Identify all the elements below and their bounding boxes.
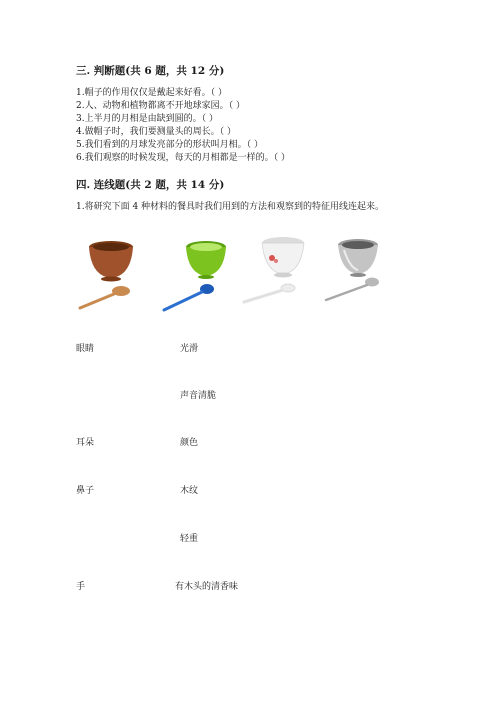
sense-eyes: 眼睛: [76, 344, 95, 354]
judgement-item-2: 2.人、动物和植物都离不开地球家园。（ ）: [76, 101, 245, 111]
judgement-item-1: 1.帽子的作用仅仅是戴起来好看。（ ）: [76, 88, 227, 98]
wooden-bowl-spoon-icon: [75, 236, 145, 314]
section3-heading: 三. 判断题(共 6 题，共 12 分): [76, 65, 225, 77]
feature-color: 颜色: [180, 438, 199, 448]
steel-bowl-spoon-icon: [320, 234, 395, 312]
sense-ears: 耳朵: [76, 438, 95, 448]
feature-smooth: 光滑: [180, 344, 199, 354]
feature-weight: 轻重: [180, 534, 199, 544]
judgement-item-6: 6.我们观察的时候发现，每天的月相都是一样的。（ ）: [76, 153, 290, 163]
judgement-item-5: 5.我们看到的月球发亮部分的形状叫月相。（ ）: [76, 140, 263, 150]
judgement-item-4: 4.做帽子时，我们要测量头的周长。（ ）: [76, 127, 236, 137]
feature-wood-scent: 有木头的清香味: [175, 582, 239, 592]
matching-question: 1.将研究下面 4 种材料的餐具时我们用到的方法和观察到的特征用线连起来。: [76, 202, 385, 212]
feature-crisp-sound: 声音清脆: [180, 391, 217, 401]
green-bowl-blue-spoon-icon: [160, 236, 230, 314]
sense-hand: 手: [76, 582, 86, 592]
ceramic-bowl-spoon-icon: [238, 232, 313, 310]
feature-wood-grain: 木纹: [180, 486, 199, 496]
sense-nose: 鼻子: [76, 486, 95, 496]
judgement-item-3: 3.上半月的月相是由缺到圆的。（ ）: [76, 114, 218, 124]
section4-heading: 四. 连线题(共 2 题，共 14 分): [76, 179, 225, 191]
